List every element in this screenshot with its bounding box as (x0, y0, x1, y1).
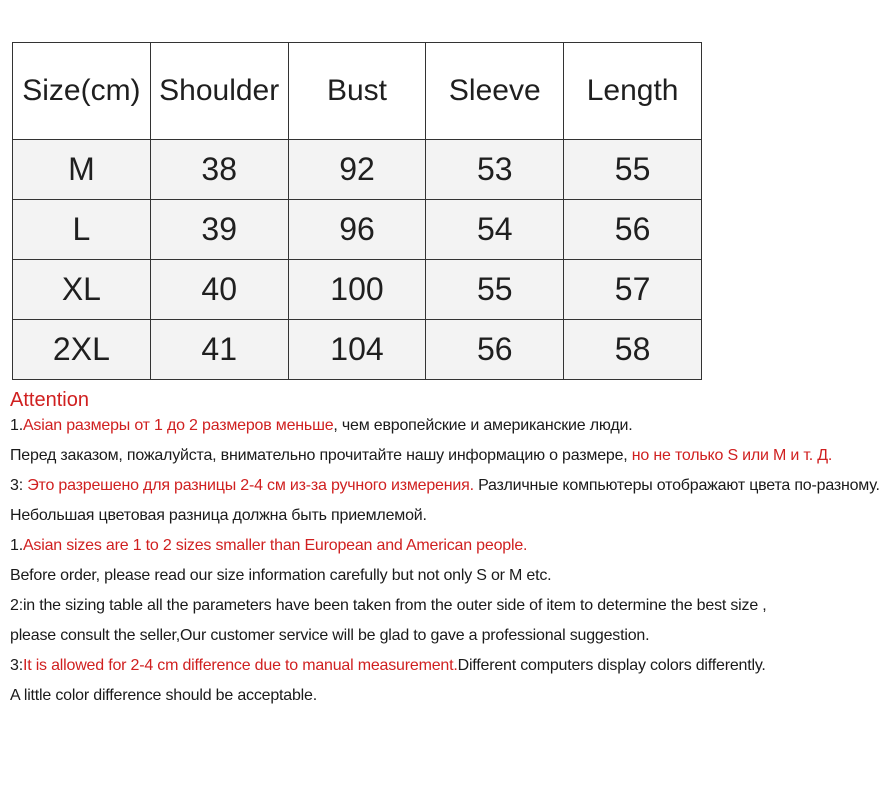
note-text-highlight: It is allowed for 2-4 cm difference due to manual measurement. (22, 657, 458, 674)
cell-length: 55 (564, 140, 702, 200)
note-line-ru-4 (10, 506, 800, 536)
cell-shoulder: 41 (150, 320, 288, 380)
note-line-ru-1 (10, 416, 800, 446)
cell-bust: 100 (288, 260, 426, 320)
cell-sleeve: 54 (426, 200, 564, 260)
note-text: Different computers display colors differently. (457, 657, 766, 674)
note-text: 3: (10, 657, 23, 674)
cell-sleeve: 53 (426, 140, 564, 200)
cell-sleeve: 56 (426, 320, 564, 380)
note-text: please consult the seller,Our customer service will be glad to gave a professional suggestion. (10, 627, 650, 644)
note-text: Различные компьютеры отображают цвета по-разному. (473, 477, 880, 494)
cell-length: 57 (564, 260, 702, 320)
note-text: Перед заказом, пожалуйста, внимательно прочитайте нашу информацию о размере, (10, 447, 632, 464)
table-row (13, 140, 702, 200)
table-header-row (13, 43, 702, 140)
note-text: A little color difference should be acceptable. (10, 687, 317, 704)
note-text: 1. (10, 537, 23, 554)
cell-shoulder: 39 (150, 200, 288, 260)
header-sleeve: Sleeve (426, 43, 564, 140)
cell-size: M (13, 140, 151, 200)
cell-bust: 104 (288, 320, 426, 380)
attention-heading: Attention (10, 389, 89, 411)
size-chart-table (12, 42, 702, 380)
cell-bust: 92 (288, 140, 426, 200)
note-line-en-4 (10, 626, 800, 656)
cell-bust: 96 (288, 200, 426, 260)
note-text: 3: (10, 477, 28, 494)
header-shoulder: Shoulder (150, 43, 288, 140)
note-text: Небольшая цветовая разница должна быть приемлемой. (10, 507, 427, 524)
header-size: Size(cm) (13, 43, 151, 140)
note-line-en-6 (10, 686, 800, 716)
table-row (13, 260, 702, 320)
note-text: Before order, please read our size information carefully but not only S or M etc. (10, 567, 552, 584)
header-length: Length (564, 43, 702, 140)
note-text-highlight: Asian размеры от 1 до 2 размеров меньше (22, 417, 334, 434)
note-text-highlight: но не только S или M и т. Д. (631, 447, 833, 464)
note-line-en-5 (10, 656, 800, 686)
cell-sleeve: 55 (426, 260, 564, 320)
note-line-en-3 (10, 596, 800, 626)
note-text: 2:in the sizing table all the parameters have been taken from the outer side of item to determine the best size , (10, 597, 767, 614)
header-bust: Bust (288, 43, 426, 140)
cell-size: L (13, 200, 151, 260)
cell-size: 2XL (13, 320, 151, 380)
size-notes (10, 386, 880, 716)
note-text-highlight: Это разрешено для разницы 2-4 см из-за ручного измерения. (27, 477, 474, 494)
note-line-ru-3 (10, 476, 880, 506)
cell-shoulder: 40 (150, 260, 288, 320)
note-line-en-1 (10, 536, 800, 566)
note-text: 1. (10, 417, 23, 434)
note-line-ru-2 (10, 446, 833, 476)
note-text-highlight: Asian sizes are 1 to 2 sizes smaller than European and American people. (22, 537, 528, 554)
cell-length: 58 (564, 320, 702, 380)
cell-size: XL (13, 260, 151, 320)
cell-shoulder: 38 (150, 140, 288, 200)
note-text: , чем европейские и американские люди. (333, 417, 633, 434)
table-row (13, 200, 702, 260)
cell-length: 56 (564, 200, 702, 260)
table-row (13, 320, 702, 380)
note-line-en-2 (10, 566, 800, 596)
